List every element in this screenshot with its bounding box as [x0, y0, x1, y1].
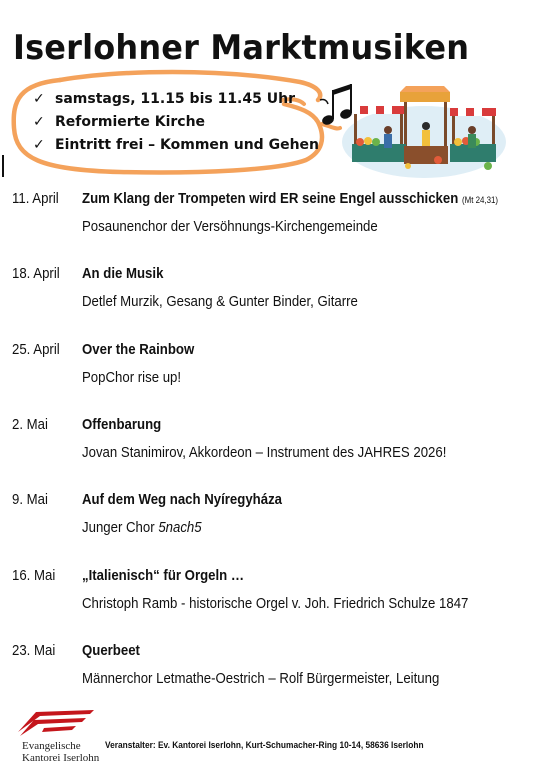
event-item — [12, 265, 537, 325]
event-title: Querbeet — [82, 642, 140, 659]
event-title: „Italienisch“ für Orgeln … — [82, 567, 245, 584]
event-item — [12, 642, 537, 702]
bullet-location: ✓ Reformierte Kirche — [33, 111, 319, 134]
event-performer: PopChor rise up! — [82, 369, 182, 386]
event-date: 23. Mai — [12, 642, 56, 659]
event-item — [12, 341, 537, 401]
check-icon: ✓ — [33, 137, 45, 153]
logo-caption: Evangelische Kantorei Iserlohn — [22, 740, 100, 764]
organizer-footer: Veranstalter: Ev. Kantorei Iserlohn, Kurt-Schumacher-Ring 10-14, 58636 Iserlohn — [105, 740, 424, 751]
edge-mark — [2, 155, 4, 177]
event-title: Zum Klang der Trompeten wird ER seine Engel ausschicken (Mt 24,31) — [82, 190, 499, 207]
event-date: 25. April — [12, 341, 60, 358]
event-title: Auf dem Weg nach Nyíregyháza — [82, 491, 283, 508]
event-reference: (Mt 24,31) — [461, 195, 499, 205]
event-item — [12, 416, 537, 476]
event-performer: Männerchor Letmathe-Oestrich – Rolf Bürgermeister, Leitung — [82, 670, 440, 687]
event-date: 16. Mai — [12, 567, 56, 584]
event-title: Over the Rainbow — [82, 341, 195, 358]
page-title: Iserlohner Marktmusiken — [13, 28, 470, 68]
event-title: Offenbarung — [82, 416, 162, 433]
event-performer: Junger Chor 5nach5 — [82, 519, 202, 536]
event-item — [12, 491, 537, 551]
check-icon: ✓ — [33, 114, 45, 130]
event-title: An die Musik — [82, 265, 164, 282]
market-stalls-illustration — [338, 86, 506, 178]
check-icon: ✓ — [33, 91, 45, 107]
event-date: 9. Mai — [12, 491, 48, 508]
event-performer: Christoph Ramb - historische Orgel v. Joh. Friedrich Schulze 1847 — [82, 595, 469, 612]
bullet-time: ✓ samstags, 11.15 bis 11.45 Uhr — [33, 88, 319, 111]
event-performer: Posaunenchor der Versöhnungs-Kirchengemeinde — [82, 218, 378, 235]
event-date: 11. April — [12, 190, 59, 207]
kantorei-logo — [14, 708, 104, 738]
event-date: 18. April — [12, 265, 60, 282]
info-bullets — [33, 88, 319, 157]
bullet-admission: ✓ Eintritt frei – Kommen und Gehen — [33, 134, 319, 157]
event-date: 2. Mai — [12, 416, 48, 433]
event-item — [12, 190, 537, 250]
event-performer: Jovan Stanimirov, Akkordeon – Instrument des JAHRES 2026! — [82, 444, 447, 461]
event-performer: Detlef Murzik, Gesang & Gunter Binder, Gitarre — [82, 293, 358, 310]
event-item — [12, 567, 537, 627]
choir-name: 5nach5 — [158, 519, 202, 536]
